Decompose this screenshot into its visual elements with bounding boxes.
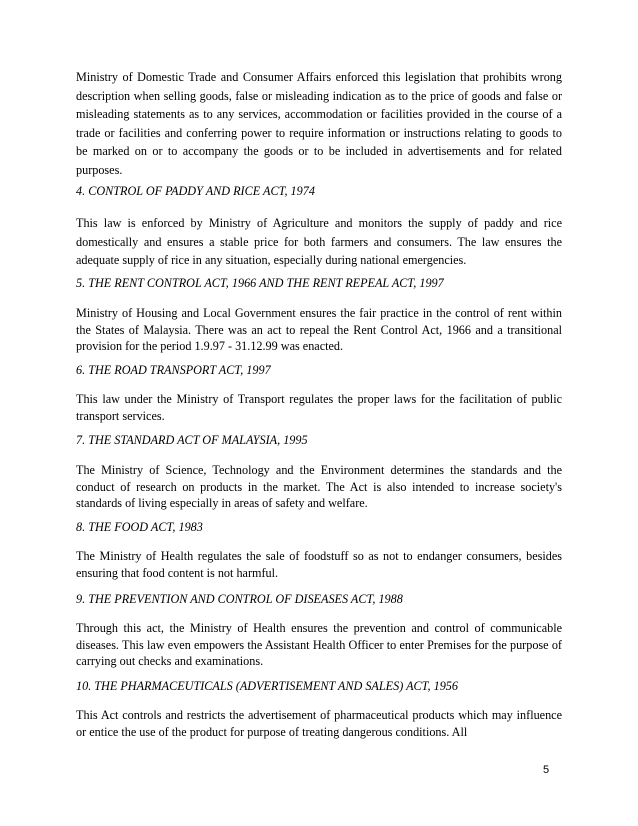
section-body-6: This law under the Ministry of Transport regulates the proper laws for the facilitation of public transport services. [76, 392, 562, 423]
section-body-5: Ministry of Housing and Local Government ensures the fair practice in the control of rent within the States of Malaysia. There was an act to repeal the Rent Control Act, 1966 and a transitional provision for the period 1.9.97 - 31.12.99 was enacted. [76, 306, 562, 353]
section-heading-5: 5. THE RENT CONTROL ACT, 1966 AND THE RENT REPEAL ACT, 1997 [76, 276, 444, 290]
intro-paragraph: Ministry of Domestic Trade and Consumer Affairs enforced this legislation that prohibits wrong description when selling goods, false or misleading indication as to the price of goods and false or misleading statements as to any services, accommodation or facilities provided in the course of a trade or facilities and conferring power to require information or instructions relating to goods to be marked on or to accompany the goods or to be included in advertisements and for related purposes. [76, 70, 562, 177]
section-heading-6: 6. THE ROAD TRANSPORT ACT, 1997 [76, 363, 271, 377]
section-body-8: The Ministry of Health regulates the sale of foodstuff so as not to endanger consumers, besides ensuring that food content is not harmful. [76, 549, 562, 580]
section-heading-8: 8. THE FOOD ACT, 1983 [76, 520, 203, 534]
section-heading-7: 7. THE STANDARD ACT OF MALAYSIA, 1995 [76, 433, 308, 447]
section-body-9: Through this act, the Ministry of Health ensures the prevention and control of communicable diseases. This law even empowers the Assistant Health Officer to enter Premises for the purpose of carrying out checks and examinations. [76, 621, 562, 668]
section-heading-9: 9. THE PREVENTION AND CONTROL OF DISEASES ACT, 1988 [76, 592, 403, 606]
section-heading-10: 10. THE PHARMACEUTICALS (ADVERTISEMENT AND SALES) ACT, 1956 [76, 679, 458, 693]
section-body-10: This Act controls and restricts the advertisement of pharmaceutical products which may influence or entice the use of the product for purpose of treating dangerous conditions. All [76, 708, 562, 739]
section-heading-4: 4. CONTROL OF PADDY AND RICE ACT, 1974 [76, 184, 315, 198]
section-body-4: This law is enforced by Ministry of Agriculture and monitors the supply of paddy and rice domestically and ensures a stable price for both farmers and consumers. The law ensures the adequate supply of rice in any situation, especially during national emergencies. [76, 216, 562, 267]
section-body-7: The Ministry of Science, Technology and the Environment determines the standards and the conduct of research on products in the market. The Act is also intended to increase society's standards of living especially in areas of safety and welfare. [76, 463, 562, 510]
page-number: 5 [543, 764, 550, 776]
